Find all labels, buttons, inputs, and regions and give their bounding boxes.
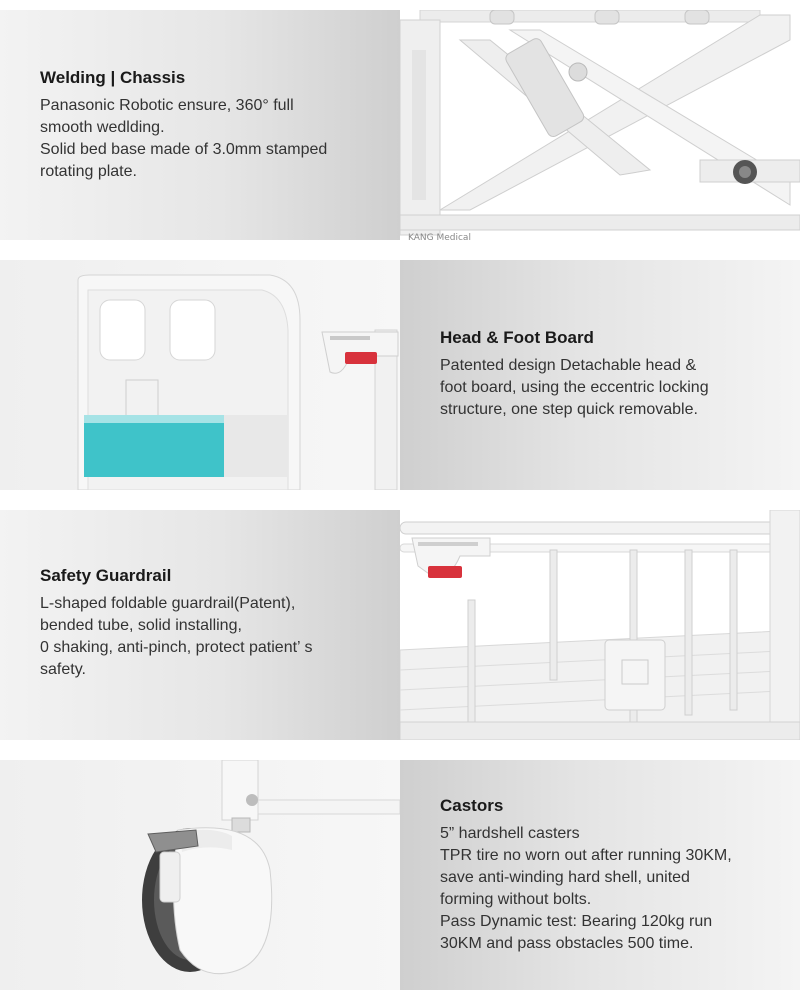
- section-safety-guardrail: [0, 510, 800, 740]
- welding-text: [40, 68, 380, 183]
- headboard-line-3: structure, one step quick removable.: [440, 401, 698, 418]
- guardrail-line-3: 0 shaking, anti-pinch, protect patient’ s: [40, 639, 313, 656]
- section-head-foot-board: [0, 260, 800, 490]
- welding-line-2: smooth wedlding.: [40, 119, 165, 136]
- castor-line-1: 5” hardshell casters: [440, 825, 580, 842]
- chassis-brand-label: KANG Medical: [408, 233, 471, 240]
- guardrail-line-4: safety.: [40, 661, 86, 678]
- welding-line-1: Panasonic Robotic ensure, 360° full: [40, 97, 294, 114]
- guardrail-line-2: bended tube, solid installing,: [40, 617, 242, 634]
- headboard-title: Head & Foot Board: [440, 328, 594, 347]
- guardrail-text-panel: [0, 510, 400, 740]
- headboard-image: [0, 260, 400, 490]
- castor-text-panel: [400, 760, 800, 990]
- castor-line-3: save anti-winding hard shell, united: [440, 869, 690, 886]
- chassis-image: [400, 10, 800, 240]
- castor-line-6: 30KM and pass obstacles 500 time.: [440, 935, 694, 952]
- castor-text: [440, 796, 780, 955]
- headboard-line-2: foot board, using the eccentric locking: [440, 379, 709, 396]
- guardrail-image: [400, 510, 800, 740]
- headboard-line-1: Patented design Detachable head &: [440, 357, 697, 374]
- guardrail-illustration: [400, 510, 800, 740]
- castor-illustration: [0, 760, 400, 990]
- castor-line-2: TPR tire no worn out after running 30KM,: [440, 847, 732, 864]
- headboard-text-panel: [400, 260, 800, 490]
- welding-text-panel: [0, 10, 400, 240]
- guardrail-line-1: L-shaped foldable guardrail(Patent),: [40, 595, 296, 612]
- castor-title: Castors: [440, 796, 504, 815]
- section-welding-chassis: [0, 10, 800, 240]
- welding-title: Welding | Chassis: [40, 68, 186, 87]
- castor-image: [0, 760, 400, 990]
- castor-line-5: Pass Dynamic test: Bearing 120kg run: [440, 913, 713, 930]
- guardrail-text: [40, 566, 380, 681]
- headboard-text: [440, 328, 780, 421]
- castor-line-4: forming without bolts.: [440, 891, 592, 908]
- guardrail-title: Safety Guardrail: [40, 566, 172, 585]
- welding-line-3: Solid bed base made of 3.0mm stamped: [40, 141, 328, 158]
- headboard-illustration: [0, 260, 400, 490]
- chassis-illustration: [400, 10, 800, 240]
- welding-line-4: rotating plate.: [40, 163, 137, 180]
- section-castors: [0, 760, 800, 990]
